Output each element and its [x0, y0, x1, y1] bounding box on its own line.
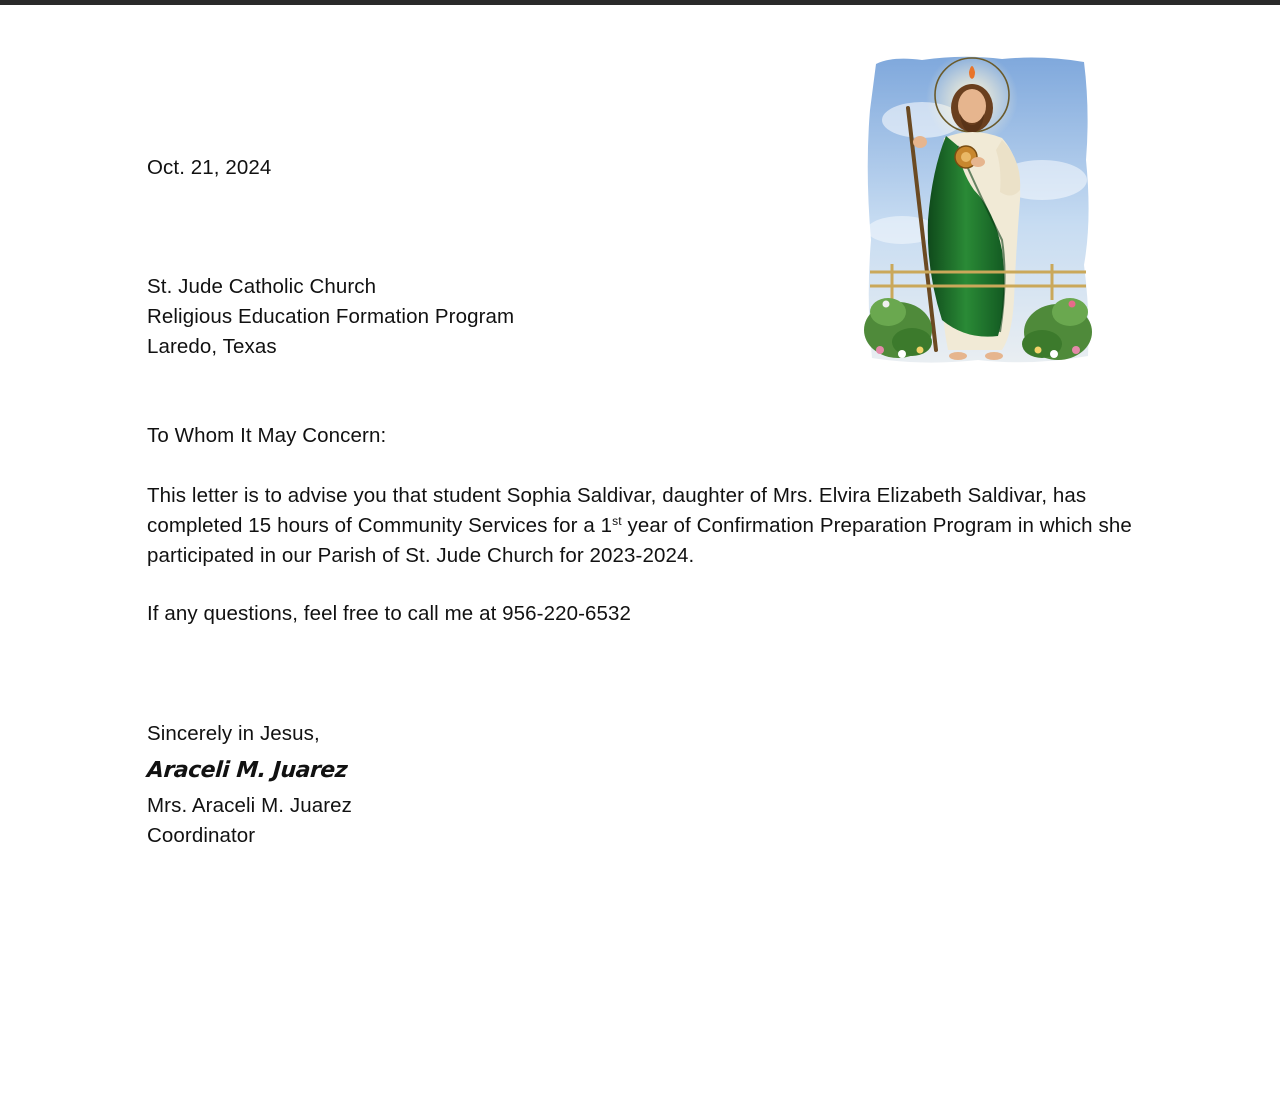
signer-title: Coordinator [147, 824, 256, 847]
letter-date: Oct. 21, 2024 [147, 156, 272, 179]
body-text-part1: This letter is to advise you that student Sophia Saldivar, daughter of Mrs. Elvira Elizabeth Saldivar, has completed 15 hours of Community Services for a 1 [147, 484, 1087, 537]
contact-line: If any questions, feel free to call me at 956-220-6532 [147, 602, 632, 625]
salutation: To Whom It May Concern: [147, 424, 387, 447]
closing: Sincerely in Jesus, [147, 722, 320, 745]
address-line-city: Laredo, Texas [147, 335, 277, 358]
ordinal-superscript: st [612, 514, 622, 528]
saint-jude-picture-icon [862, 50, 1094, 370]
body-text-part2: year of Confirmation Preparation Program in which she participated in our Parish of St. Jude Church for 2023-2024. [147, 514, 1132, 567]
letter-body-paragraph [147, 481, 1157, 571]
handwritten-signature: Araceli M. Juarez [146, 758, 348, 783]
address-line-program: Religious Education Formation Program [147, 305, 515, 328]
signer-name: Mrs. Araceli M. Juarez [147, 794, 352, 817]
address-line-church: St. Jude Catholic Church [147, 275, 377, 298]
